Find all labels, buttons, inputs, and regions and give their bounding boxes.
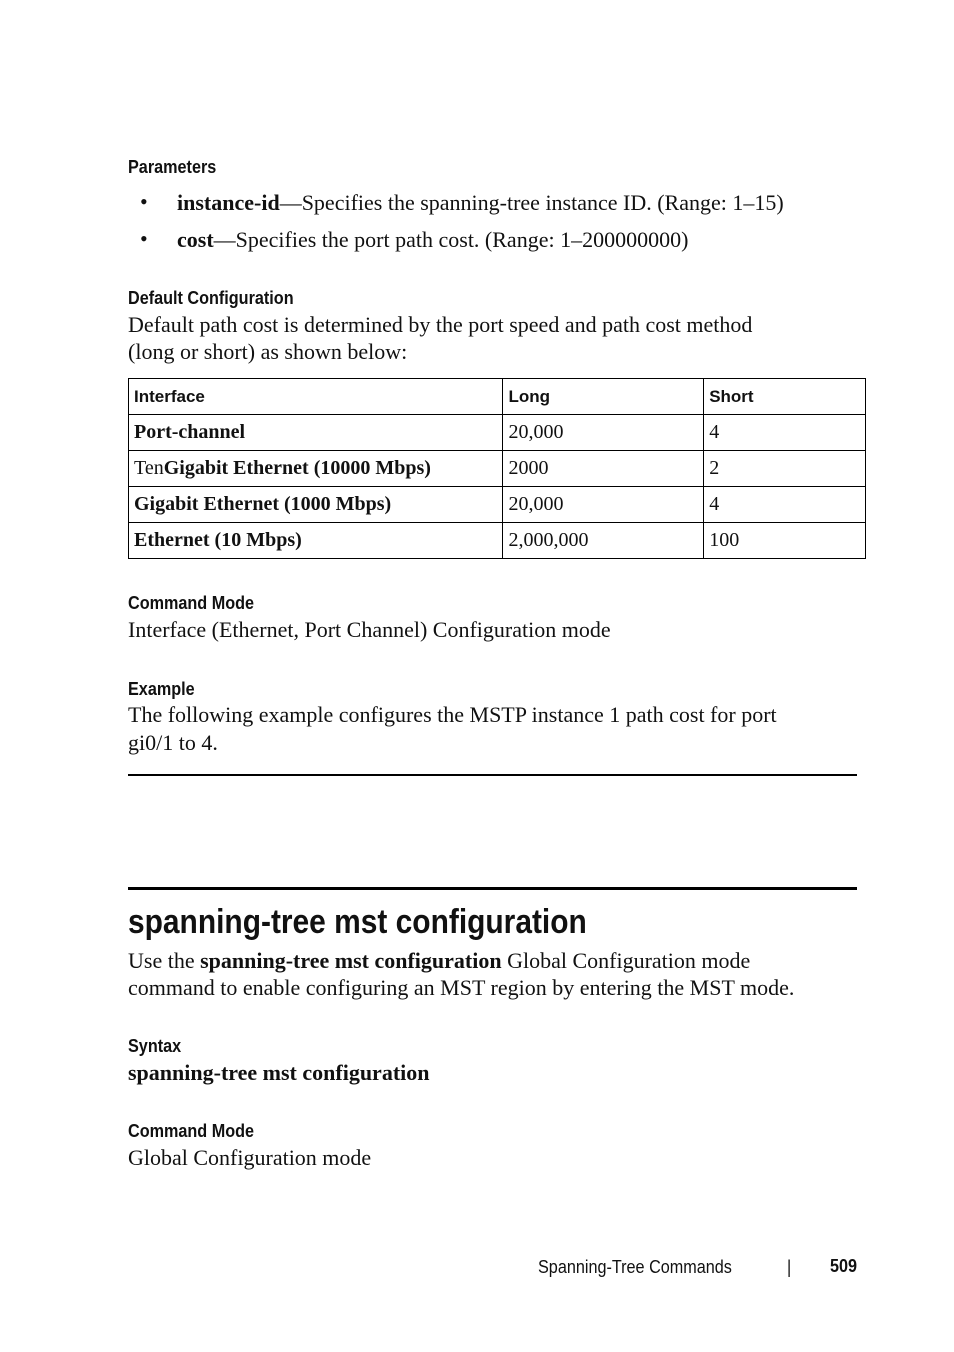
interface-prefix: Ten — [134, 457, 164, 479]
command-mode-text: Global Configuration mode — [128, 1145, 372, 1170]
table-row — [129, 415, 866, 451]
example-text-line2: gi0/1 to 4. — [128, 730, 218, 755]
command-mode-heading: Command Mode — [128, 1121, 255, 1141]
footer-page-number: 509 — [830, 1256, 858, 1276]
interface-name: Ethernet (10 Mbps) — [134, 529, 302, 551]
cell-short: 100 — [704, 523, 866, 559]
interface-name: Port-channel — [134, 421, 246, 443]
interface-name: Gigabit Ethernet (1000 Mbps) — [134, 493, 392, 515]
bullet-icon: • — [140, 189, 148, 214]
table-row — [129, 487, 866, 523]
cell-short: 4 — [704, 487, 866, 523]
intro-post: Global Configuration mode — [501, 948, 751, 973]
cell-interface — [129, 487, 503, 523]
parameters-heading: Parameters — [128, 157, 217, 177]
param-term: cost — [177, 227, 214, 252]
cell-short: 2 — [704, 451, 866, 487]
example-text-line1: The following example configures the MSTP instance 1 path cost for port — [128, 702, 777, 727]
param-desc: —Specifies the port path cost. (Range: 1–200000000) — [213, 227, 689, 252]
header-interface: Interface — [129, 379, 503, 415]
default-configuration-heading: Default Configuration — [128, 288, 294, 308]
header-long: Long — [503, 379, 704, 415]
command-mode-heading: Command Mode — [128, 593, 255, 613]
param-item-instance-id — [177, 189, 784, 216]
section-title: spanning-tree mst configuration — [128, 903, 587, 941]
syntax-text: spanning-tree mst configuration — [128, 1060, 430, 1085]
cell-long: 2000 — [503, 451, 704, 487]
intro-command: spanning-tree mst configuration — [200, 948, 502, 973]
table-row — [129, 523, 866, 559]
interface-name: Gigabit Ethernet (10000 Mbps) — [163, 457, 431, 479]
cell-short: 4 — [704, 415, 866, 451]
param-term: instance-id — [177, 190, 280, 215]
table-row — [129, 451, 866, 487]
section-start-divider — [128, 887, 857, 890]
section-intro-line1 — [128, 947, 750, 974]
bullet-icon: • — [140, 226, 148, 251]
footer-chapter-title: Spanning-Tree Commands — [538, 1257, 732, 1277]
cell-interface — [129, 523, 503, 559]
syntax-heading: Syntax — [128, 1036, 182, 1056]
cell-long: 20,000 — [503, 487, 704, 523]
header-short: Short — [704, 379, 866, 415]
section-intro-line2: command to enable configuring an MST region by entering the MST mode. — [128, 975, 795, 1000]
param-item-cost — [177, 226, 688, 253]
footer-separator: | — [787, 1257, 792, 1277]
cell-long: 2,000,000 — [503, 523, 704, 559]
cell-long: 20,000 — [503, 415, 704, 451]
param-desc: —Specifies the spanning-tree instance ID. (Range: 1–15) — [279, 190, 784, 215]
path-cost-table — [128, 378, 866, 559]
cell-interface — [129, 415, 503, 451]
intro-pre: Use the — [128, 948, 201, 973]
cell-interface — [129, 451, 503, 487]
default-config-text-line1: Default path cost is determined by the port speed and path cost method — [128, 312, 753, 337]
command-mode-text: Interface (Ethernet, Port Channel) Configuration mode — [128, 617, 611, 642]
table-header-row — [129, 379, 866, 415]
default-config-text-line2: (long or short) as shown below: — [128, 339, 408, 364]
section-end-divider — [128, 774, 857, 776]
example-heading: Example — [128, 679, 195, 699]
